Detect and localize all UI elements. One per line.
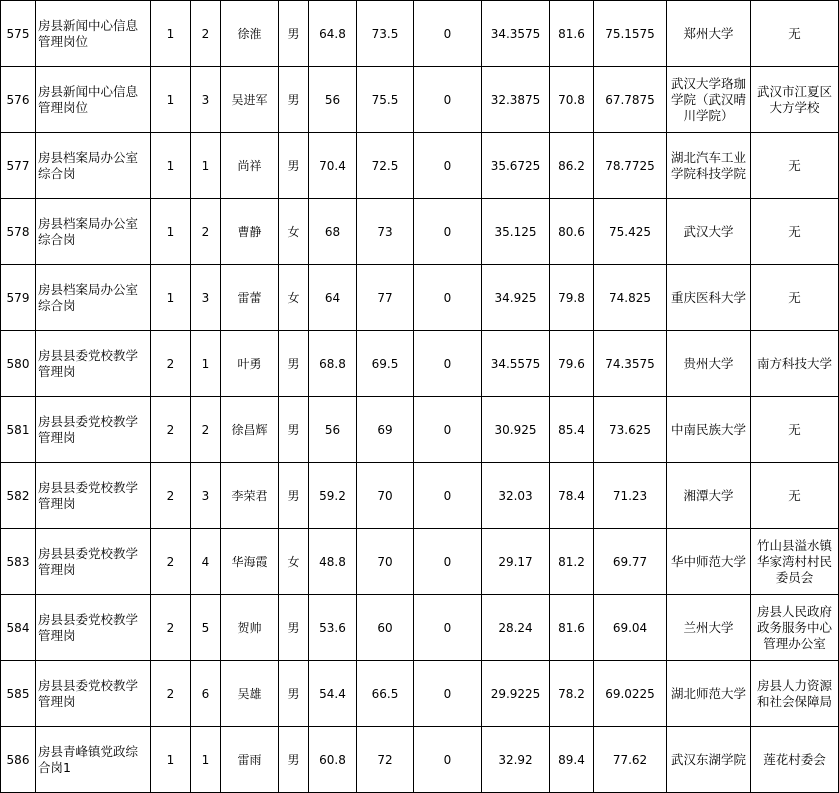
rank-cell: 1 xyxy=(191,331,221,397)
written-score-cell: 68.8 xyxy=(309,331,357,397)
name-cell: 吴雄 xyxy=(221,661,279,727)
post-cell: 房县县委党校教学管理岗 xyxy=(36,463,151,529)
table-row xyxy=(1,727,839,793)
post-cell: 房县档案局办公室综合岗 xyxy=(36,133,151,199)
table-row xyxy=(1,1,839,67)
interview-score-cell: 81.6 xyxy=(550,1,594,67)
name-cell: 尚祥 xyxy=(221,133,279,199)
quota-cell: 1 xyxy=(151,199,191,265)
rank-cell: 3 xyxy=(191,463,221,529)
table-row xyxy=(1,397,839,463)
quota-cell: 2 xyxy=(151,595,191,661)
rank-cell: 1 xyxy=(191,133,221,199)
written-score-cell: 56 xyxy=(309,67,357,133)
interview-score-cell: 86.2 xyxy=(550,133,594,199)
score-b-cell: 69 xyxy=(357,397,414,463)
school-cell: 兰州大学 xyxy=(667,595,751,661)
bonus-cell: 0 xyxy=(414,265,482,331)
total-score-cell: 71.23 xyxy=(594,463,667,529)
table-row xyxy=(1,661,839,727)
weighted-score-cell: 35.125 xyxy=(482,199,550,265)
post-cell: 房县县委党校教学管理岗 xyxy=(36,529,151,595)
total-score-cell: 69.04 xyxy=(594,595,667,661)
gender-cell: 女 xyxy=(279,529,309,595)
seq-cell: 576 xyxy=(1,67,36,133)
score-b-cell: 72 xyxy=(357,727,414,793)
post-cell: 房县青峰镇党政综合岗1 xyxy=(36,727,151,793)
quota-cell: 1 xyxy=(151,727,191,793)
seq-cell: 577 xyxy=(1,133,36,199)
bonus-cell: 0 xyxy=(414,595,482,661)
written-score-cell: 48.8 xyxy=(309,529,357,595)
bonus-cell: 0 xyxy=(414,727,482,793)
seq-cell: 579 xyxy=(1,265,36,331)
unit-cell: 无 xyxy=(751,133,839,199)
table-row xyxy=(1,133,839,199)
table-body xyxy=(1,1,839,793)
seq-cell: 582 xyxy=(1,463,36,529)
school-cell: 湘潭大学 xyxy=(667,463,751,529)
unit-cell: 无 xyxy=(751,397,839,463)
name-cell: 贺帅 xyxy=(221,595,279,661)
gender-cell: 男 xyxy=(279,463,309,529)
weighted-score-cell: 29.9225 xyxy=(482,661,550,727)
school-cell: 贵州大学 xyxy=(667,331,751,397)
name-cell: 华海霞 xyxy=(221,529,279,595)
total-score-cell: 67.7875 xyxy=(594,67,667,133)
score-b-cell: 66.5 xyxy=(357,661,414,727)
table-row xyxy=(1,67,839,133)
post-cell: 房县县委党校教学管理岗 xyxy=(36,397,151,463)
name-cell: 叶勇 xyxy=(221,331,279,397)
interview-score-cell: 81.2 xyxy=(550,529,594,595)
gender-cell: 男 xyxy=(279,727,309,793)
score-b-cell: 72.5 xyxy=(357,133,414,199)
unit-cell: 无 xyxy=(751,463,839,529)
gender-cell: 男 xyxy=(279,595,309,661)
post-cell: 房县县委党校教学管理岗 xyxy=(36,595,151,661)
interview-score-cell: 78.2 xyxy=(550,661,594,727)
quota-cell: 1 xyxy=(151,265,191,331)
bonus-cell: 0 xyxy=(414,199,482,265)
weighted-score-cell: 35.6725 xyxy=(482,133,550,199)
rank-cell: 2 xyxy=(191,1,221,67)
quota-cell: 1 xyxy=(151,67,191,133)
score-b-cell: 75.5 xyxy=(357,67,414,133)
seq-cell: 575 xyxy=(1,1,36,67)
interview-score-cell: 78.4 xyxy=(550,463,594,529)
gender-cell: 男 xyxy=(279,331,309,397)
bonus-cell: 0 xyxy=(414,463,482,529)
total-score-cell: 75.425 xyxy=(594,199,667,265)
interview-score-cell: 79.6 xyxy=(550,331,594,397)
weighted-score-cell: 28.24 xyxy=(482,595,550,661)
weighted-score-cell: 30.925 xyxy=(482,397,550,463)
name-cell: 曹静 xyxy=(221,199,279,265)
unit-cell: 无 xyxy=(751,1,839,67)
written-score-cell: 64 xyxy=(309,265,357,331)
quota-cell: 2 xyxy=(151,331,191,397)
name-cell: 雷雨 xyxy=(221,727,279,793)
school-cell: 中南民族大学 xyxy=(667,397,751,463)
seq-cell: 583 xyxy=(1,529,36,595)
seq-cell: 580 xyxy=(1,331,36,397)
interview-score-cell: 85.4 xyxy=(550,397,594,463)
post-cell: 房县县委党校教学管理岗 xyxy=(36,331,151,397)
written-score-cell: 64.8 xyxy=(309,1,357,67)
rank-cell: 6 xyxy=(191,661,221,727)
total-score-cell: 69.0225 xyxy=(594,661,667,727)
score-b-cell: 60 xyxy=(357,595,414,661)
bonus-cell: 0 xyxy=(414,397,482,463)
weighted-score-cell: 34.925 xyxy=(482,265,550,331)
interview-score-cell: 81.6 xyxy=(550,595,594,661)
total-score-cell: 74.825 xyxy=(594,265,667,331)
weighted-score-cell: 29.17 xyxy=(482,529,550,595)
written-score-cell: 54.4 xyxy=(309,661,357,727)
bonus-cell: 0 xyxy=(414,529,482,595)
unit-cell: 房县人力资源和社会保障局 xyxy=(751,661,839,727)
post-cell: 房县新闻中心信息管理岗位 xyxy=(36,67,151,133)
quota-cell: 2 xyxy=(151,397,191,463)
gender-cell: 男 xyxy=(279,661,309,727)
total-score-cell: 78.7725 xyxy=(594,133,667,199)
gender-cell: 男 xyxy=(279,1,309,67)
total-score-cell: 77.62 xyxy=(594,727,667,793)
score-b-cell: 70 xyxy=(357,529,414,595)
unit-cell: 南方科技大学 xyxy=(751,331,839,397)
post-cell: 房县县委党校教学管理岗 xyxy=(36,661,151,727)
seq-cell: 586 xyxy=(1,727,36,793)
written-score-cell: 53.6 xyxy=(309,595,357,661)
score-b-cell: 70 xyxy=(357,463,414,529)
rank-cell: 1 xyxy=(191,727,221,793)
written-score-cell: 68 xyxy=(309,199,357,265)
written-score-cell: 70.4 xyxy=(309,133,357,199)
bonus-cell: 0 xyxy=(414,1,482,67)
rank-cell: 4 xyxy=(191,529,221,595)
rank-cell: 3 xyxy=(191,67,221,133)
total-score-cell: 69.77 xyxy=(594,529,667,595)
unit-cell: 莲花村委会 xyxy=(751,727,839,793)
weighted-score-cell: 34.3575 xyxy=(482,1,550,67)
interview-score-cell: 79.8 xyxy=(550,265,594,331)
seq-cell: 578 xyxy=(1,199,36,265)
score-b-cell: 77 xyxy=(357,265,414,331)
bonus-cell: 0 xyxy=(414,133,482,199)
post-cell: 房县新闻中心信息管理岗位 xyxy=(36,1,151,67)
score-b-cell: 73 xyxy=(357,199,414,265)
seq-cell: 581 xyxy=(1,397,36,463)
school-cell: 重庆医科大学 xyxy=(667,265,751,331)
unit-cell: 无 xyxy=(751,199,839,265)
gender-cell: 女 xyxy=(279,265,309,331)
interview-score-cell: 70.8 xyxy=(550,67,594,133)
school-cell: 郑州大学 xyxy=(667,1,751,67)
post-cell: 房县档案局办公室综合岗 xyxy=(36,199,151,265)
weighted-score-cell: 32.92 xyxy=(482,727,550,793)
bonus-cell: 0 xyxy=(414,331,482,397)
school-cell: 华中师范大学 xyxy=(667,529,751,595)
total-score-cell: 74.3575 xyxy=(594,331,667,397)
weighted-score-cell: 32.03 xyxy=(482,463,550,529)
table-row xyxy=(1,199,839,265)
seq-cell: 585 xyxy=(1,661,36,727)
school-cell: 武汉大学珞珈学院（武汉晴川学院） xyxy=(667,67,751,133)
post-cell: 房县档案局办公室综合岗 xyxy=(36,265,151,331)
quota-cell: 1 xyxy=(151,133,191,199)
rank-cell: 2 xyxy=(191,199,221,265)
school-cell: 湖北汽车工业学院科技学院 xyxy=(667,133,751,199)
name-cell: 李荣君 xyxy=(221,463,279,529)
quota-cell: 2 xyxy=(151,529,191,595)
seq-cell: 584 xyxy=(1,595,36,661)
rank-cell: 2 xyxy=(191,397,221,463)
quota-cell: 1 xyxy=(151,1,191,67)
school-cell: 武汉大学 xyxy=(667,199,751,265)
school-cell: 武汉东湖学院 xyxy=(667,727,751,793)
table-row xyxy=(1,463,839,529)
score-b-cell: 73.5 xyxy=(357,1,414,67)
table-row xyxy=(1,331,839,397)
gender-cell: 男 xyxy=(279,67,309,133)
written-score-cell: 60.8 xyxy=(309,727,357,793)
name-cell: 徐昌辉 xyxy=(221,397,279,463)
total-score-cell: 73.625 xyxy=(594,397,667,463)
quota-cell: 2 xyxy=(151,661,191,727)
rank-cell: 3 xyxy=(191,265,221,331)
name-cell: 吴进军 xyxy=(221,67,279,133)
gender-cell: 男 xyxy=(279,133,309,199)
name-cell: 徐淮 xyxy=(221,1,279,67)
interview-score-cell: 80.6 xyxy=(550,199,594,265)
weighted-score-cell: 32.3875 xyxy=(482,67,550,133)
bonus-cell: 0 xyxy=(414,661,482,727)
interview-score-cell: 89.4 xyxy=(550,727,594,793)
total-score-cell: 75.1575 xyxy=(594,1,667,67)
table-row xyxy=(1,595,839,661)
table-row xyxy=(1,265,839,331)
bonus-cell: 0 xyxy=(414,67,482,133)
school-cell: 湖北师范大学 xyxy=(667,661,751,727)
unit-cell: 竹山县溢水镇华家湾村村民委员会 xyxy=(751,529,839,595)
unit-cell: 武汉市江夏区大方学校 xyxy=(751,67,839,133)
rank-cell: 5 xyxy=(191,595,221,661)
unit-cell: 房县人民政府政务服务中心管理办公室 xyxy=(751,595,839,661)
name-cell: 雷蕾 xyxy=(221,265,279,331)
gender-cell: 女 xyxy=(279,199,309,265)
written-score-cell: 56 xyxy=(309,397,357,463)
gender-cell: 男 xyxy=(279,397,309,463)
weighted-score-cell: 34.5575 xyxy=(482,331,550,397)
quota-cell: 2 xyxy=(151,463,191,529)
written-score-cell: 59.2 xyxy=(309,463,357,529)
unit-cell: 无 xyxy=(751,265,839,331)
score-b-cell: 69.5 xyxy=(357,331,414,397)
table-row xyxy=(1,529,839,595)
